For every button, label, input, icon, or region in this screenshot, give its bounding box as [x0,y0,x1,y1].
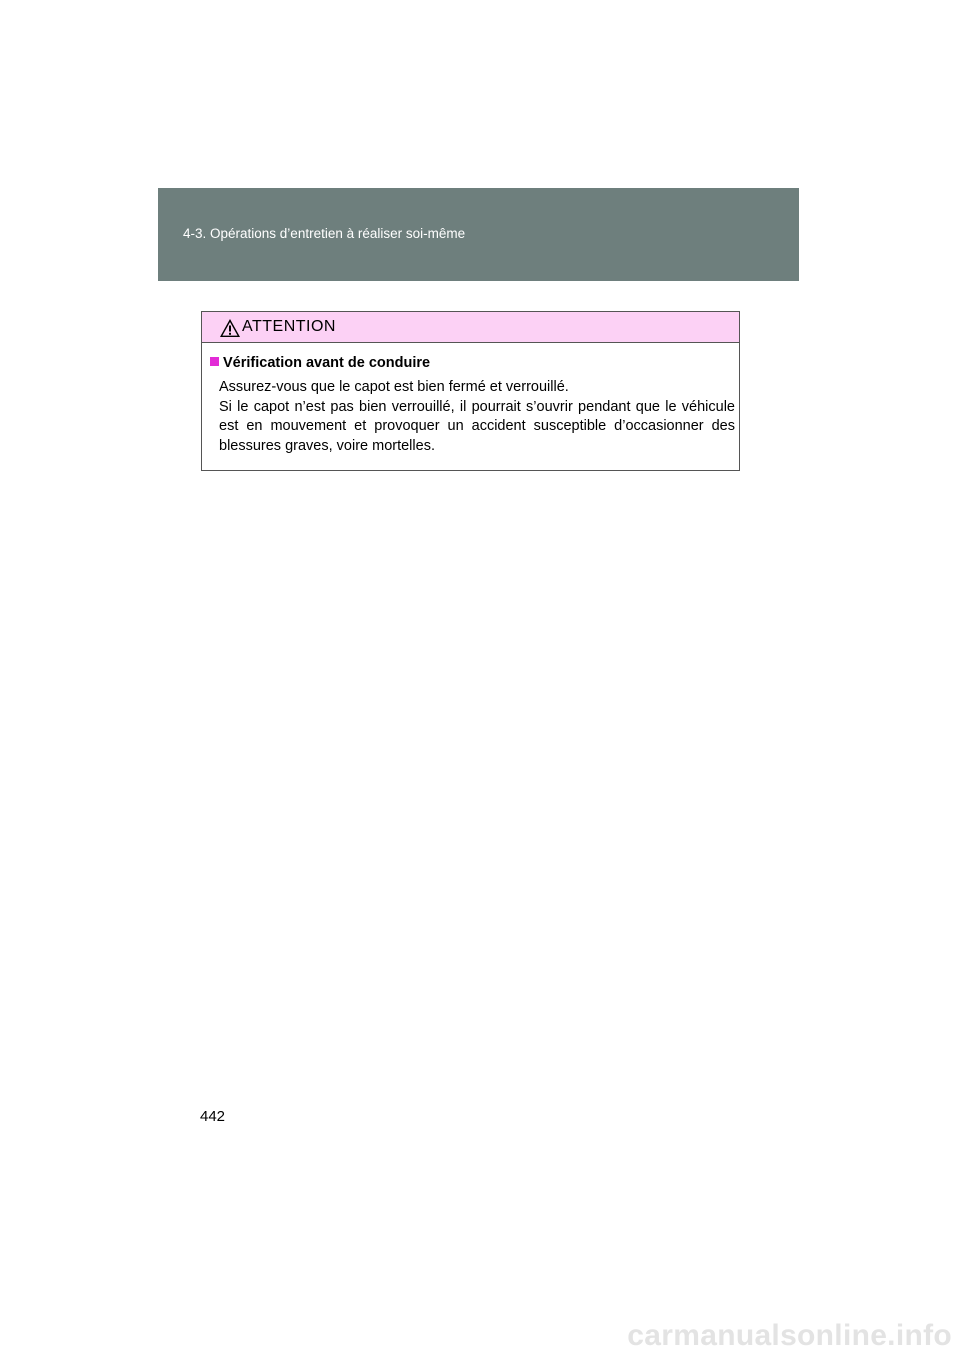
section-title: 4-3. Opérations d’entretien à réaliser soi-même [183,226,466,241]
square-bullet-icon [210,357,219,366]
warning-box [201,311,740,471]
warning-body [219,378,735,456]
section-heading-text: Vérification avant de conduire [223,355,431,371]
warning-header [202,312,739,343]
section-header-band [158,188,799,281]
warning-label: ATTENTION [242,318,336,335]
warning-triangle-icon [219,318,241,338]
page-number: 442 [200,1108,226,1125]
warning-paragraph: Si le capot n’est pas bien verrouillé, il pourrait s’ouvrir pendant que le véhicule est en mouvement et provoquer un accident susceptible d’occasionner des blessures graves, voire mortelles. [219,398,735,454]
warning-paragraph: Assurez-vous que le capot est bien fermé et verrouillé. [219,379,569,395]
section-heading [210,355,430,371]
watermark: carmanualsonline.info [627,1319,952,1352]
